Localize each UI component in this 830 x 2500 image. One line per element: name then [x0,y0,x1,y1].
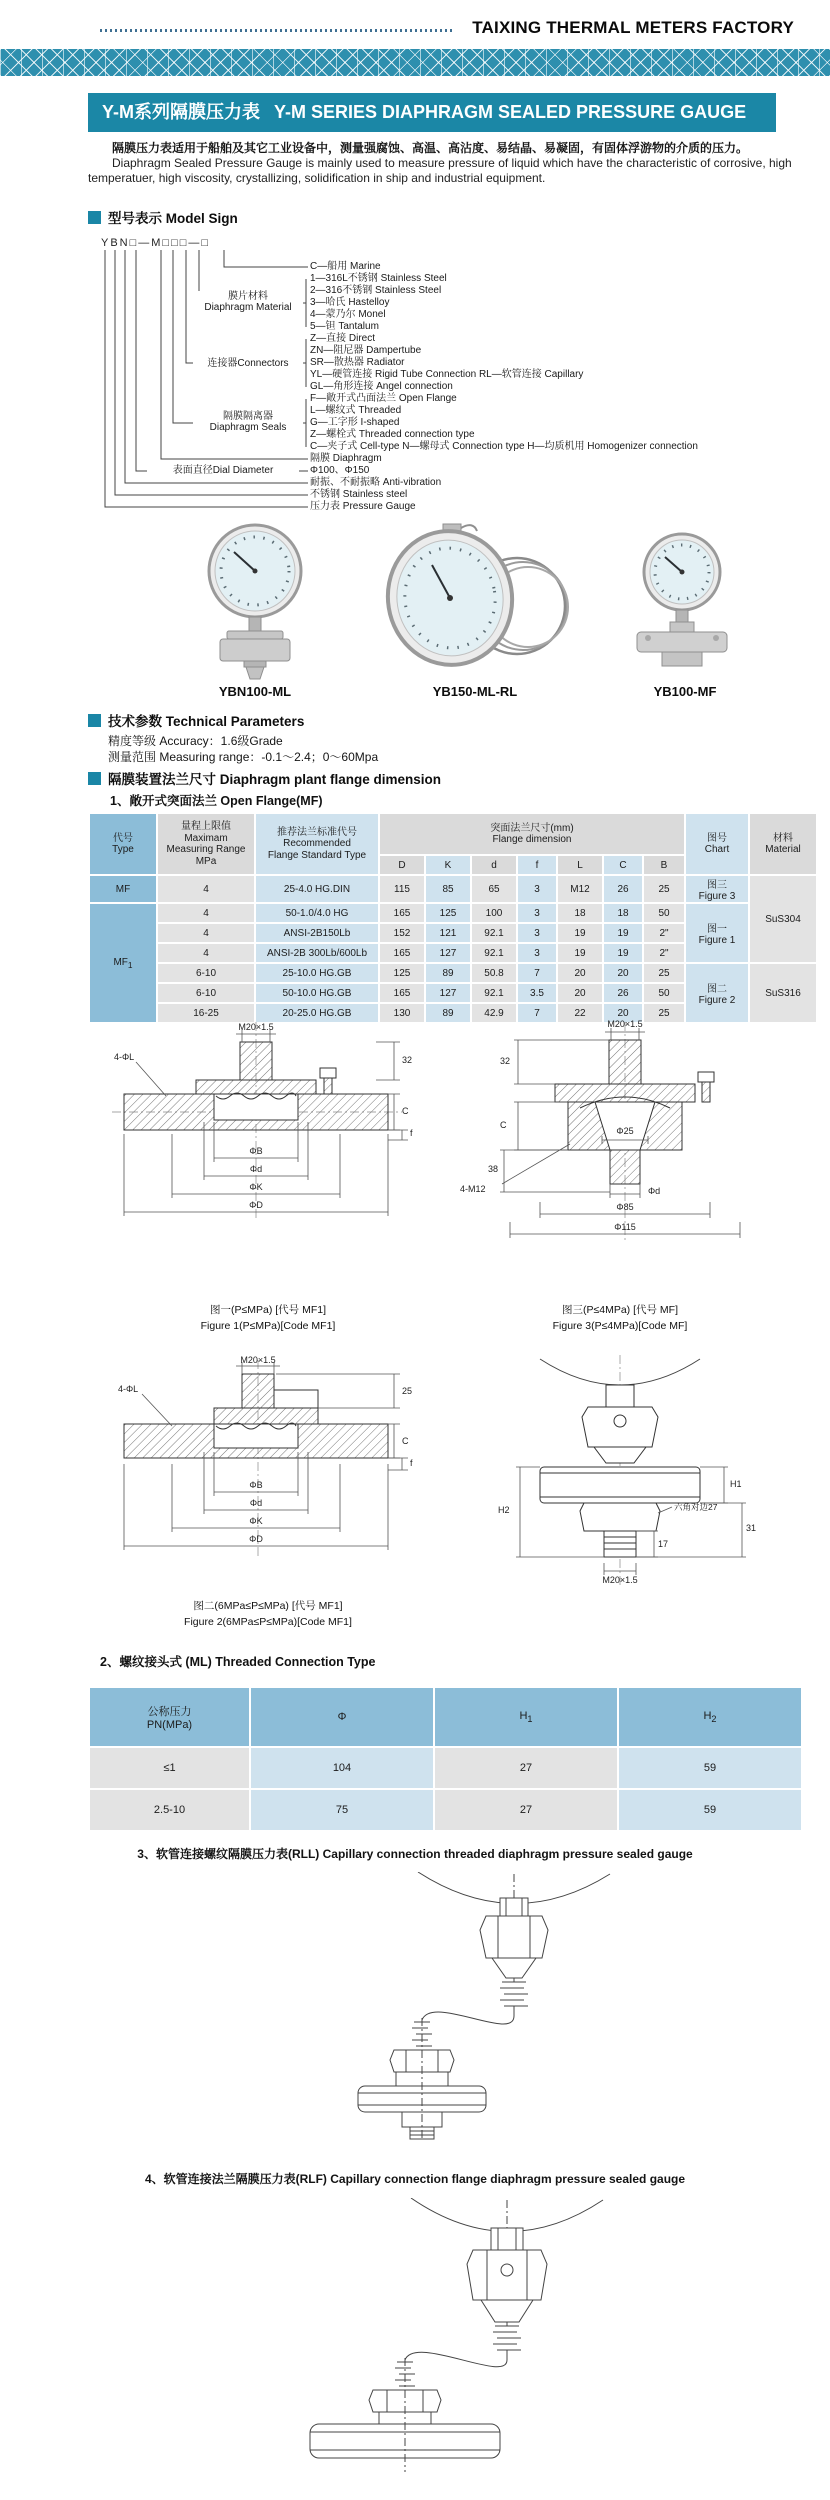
dim-label: H2 [498,1505,510,1515]
open-flange-subtitle: 1、敞开式突面法兰 Open Flange(MF) [110,794,323,808]
gauge-photo-yb100-mf [612,532,752,680]
product-label: YB100-MF [653,684,717,699]
model-option: 压力表 Pressure Gauge [310,501,416,512]
group-label-dial-diameter: 表面直径Dial Diameter [147,465,299,476]
figure1-drawing [96,1022,440,1292]
dim-label: Φd [648,1186,661,1196]
threaded-type-drawing [480,1355,770,1615]
page-title-cn: Y-M系列隔膜压力表 [102,102,261,122]
dim-label: f [410,1458,413,1468]
dim-label: C [402,1436,409,1446]
figure3-caption-en: Figure 3(P≤4MPa)[Code MF] [552,1320,688,1332]
model-option: ZN—阻尼器 Dampertube [310,345,422,356]
section2-title: 2、螺纹接头式 (ML) Threaded Connection Type [100,1655,376,1669]
model-option: 耐振、不耐振略 Anti-vibration [310,477,442,488]
figure1-caption-cn: 图一(P≤MPa) [代号 MF1] [209,1304,327,1316]
product-label: YBN100-ML [218,684,292,699]
section-bullet-icon [88,772,101,785]
header-dotted-rule [100,29,452,32]
dim-label: ΦB [249,1480,263,1490]
intro-chinese: 隔膜压力表适用于船舶及其它工业设备中，测量强腐蚀、高温、高沾度、易结晶、易凝固，有固体浮游物的介质的压力。 [112,141,749,155]
page-title [88,93,776,132]
page-title-en: Y-M SERIES DIAPHRAGM SEALED PRESSURE GAUGE [274,102,747,122]
dim-label: ΦD [249,1200,263,1210]
model-sign-heading-text: 型号表示 Model Sign [108,211,238,226]
dim-label: 38 [488,1164,499,1174]
dim-label: 17 [658,1539,669,1549]
model-option: L—螺纹式 Threaded [310,405,402,416]
model-option: GL—角形连接 Angel connection [310,381,453,392]
flange-dimension-heading: 隔膜装置法兰尺寸 Diaphragm plant flange dimension [88,768,441,788]
dim-label: 32 [500,1056,511,1066]
factory-name: TAIXING THERMAL METERS FACTORY [472,18,794,37]
dim-label: ΦK [249,1182,263,1192]
section3-title: 3、软管连接螺纹隔膜压力表(RLL) Capillary connection threaded diaphragm pressure sealed gauge [137,1847,693,1861]
table-row: 6-10 25-10.0 HG.GB 125 89 50.8 7 20 20 25 图二 Figure 2 SuS316 [90,964,816,982]
dim-label: ΦD [249,1534,263,1544]
model-option: G—工字形 I-shaped [310,417,400,428]
model-option: 3—哈氏 Hastelloy [310,297,390,308]
table-row: ≤1 104 27 59 [90,1748,801,1788]
letters-row: D K d f L C B [90,856,816,874]
col-header-chart: 图号 Chart [686,814,748,874]
dim-label: M20×1.5 [607,1019,643,1029]
tech-params-heading: 技术参数 Technical Parameters [88,710,304,730]
dim-label: ΦB [249,1146,263,1156]
product-label: YB150-ML-RL [432,684,518,699]
chart-cell: 图二 Figure 2 [686,964,748,1022]
type-cell: $MF_1$ [90,904,156,1022]
col-header-material: 材料 Material [750,814,816,874]
dim-label: 4-ΦL [114,1052,135,1062]
col-header-type: 代号 Type [90,814,156,874]
col-header-pn: 公称压力 PN(MPa) [90,1688,249,1746]
dim-label: 31 [746,1523,757,1533]
model-option: Φ100、Φ150 [310,465,370,476]
dim-label: M20×1.5 [240,1355,276,1365]
capillary-threaded-drawing [300,1872,620,2142]
gauge-photo-yb150-ml-rl [365,520,575,682]
table-row: $MF_1$ 4 50-1.0/4.0 HG 165 125 100 3 18 18 50 图一 Figure 1 [90,904,816,922]
figure1-caption-en: Figure 1(P≤MPa)[Code MF1] [200,1320,336,1332]
model-sign-heading [88,207,238,227]
table-row: 4 ANSI-2B150Lb 152 121 92.1 3 19 19 2" [90,924,816,942]
model-option: SR—散热器 Radiator [310,357,405,368]
model-option: 1—316L不锈钢 Stainless Steel [310,273,447,284]
model-option: Z—直接 Direct [310,333,375,344]
intro-english: Diaphragm Sealed Pressure Gauge is mainly used to measure pressure of liquid which have the characteristic of corrosive, high temperatuer, high viscosity, crystallizing, solidification in ship and industrial equipment. [88,156,792,185]
section4-title: 4、软管连接法兰隔膜压力表(RLF) Capillary connection flange diaphragm pressure sealed gauge [144,2172,686,2186]
section-bullet-icon [88,714,101,727]
figure3-caption-cn: 图三(P≤4MPa) [代号 MF] [561,1304,679,1316]
dim-label: Φd [249,1498,263,1508]
model-option: Z—螺栓式 Threaded connection type [310,429,475,440]
dim-label: Φ25 [616,1126,634,1136]
col-header-standard: 推荐法兰标准代号 Recommended Flange Standard Type [256,814,378,874]
figure3-drawing [460,1019,780,1292]
model-option: 2—316不锈钢 Stainless Steel [310,285,442,296]
dim-label: C [500,1120,507,1130]
model-option: YL—硬管连接 Rigid Tube Connection RL—软管连接 Capillary [310,369,584,380]
material-cell: SuS316 [750,964,816,1022]
col-header-flange-dim: 突面法兰尺寸(mm) Flange dimension [380,814,684,854]
model-option: 隔膜 Diaphragm [310,453,382,464]
chart-cell: 图三 Figure 3 [686,876,748,902]
chart-cell: 图一 Figure 1 [686,904,748,962]
model-option: F—敞开式凸面法兰 Open Flange [310,393,457,404]
model-code: YBN□—M□□□—□ [101,237,211,249]
material-cell: SuS304 [750,876,816,962]
lattice-band [0,49,830,76]
model-option: C—船用 Marine [310,261,381,272]
gauge-photo-ybn100-ml [180,523,330,681]
dim-label: 32 [402,1055,413,1065]
dim-label: Φ85 [616,1202,634,1212]
accuracy-line: 精度等级 Accuracy：1.6级Grade [108,734,283,748]
col-header-h2: $H_2$ [619,1688,801,1746]
model-option: 5—钽 Tantalum [310,321,379,332]
dim-label: M20×1.5 [602,1575,638,1585]
dim-label: f [410,1128,413,1138]
dim-label: 25 [402,1386,413,1396]
range-line: 测量范围 Measuring range：-0.1～2.4；0～60Mpa [108,750,379,764]
section-bullet-icon [88,211,101,224]
threaded-connection-table [88,1686,803,1832]
figure2-caption-en: Figure 2(6MPa≤P≤MPa)[Code MF1] [184,1616,352,1628]
col-header-range: 量程上限值 Maximam Measuring Range MPa [158,814,254,874]
model-option: C—夹子式 Cell-type N—螺母式 Connection type H—均质机用 Homogenizer connection [310,441,698,452]
dim-label: 4-ΦL [118,1384,139,1394]
figure2-caption-cn: 图二(6MPa≤P≤MPa) [代号 MF1] [193,1600,343,1612]
dim-label: 4-M12 [460,1184,486,1194]
model-option: 4—蒙乃尔 Monel [310,309,386,320]
table-row: 6-10 50-10.0 HG.GB 165 127 92.1 3.5 20 26 50 [90,984,816,1002]
group-label-diaphragm-material: 膜片材料 Diaphragm Material [193,291,303,313]
figure2-drawing [96,1355,440,1600]
group-label-diaphragm-seals: 隔膜隔离器 Diaphragm Seals [193,411,303,433]
dim-label: 六角对边27 [674,1502,718,1512]
capillary-flange-drawing [255,2198,655,2478]
table-row: 16-25 20-25.0 HG.GB 130 89 42.9 7 22 20 25 [90,1004,816,1022]
dim-label: Φd [249,1164,263,1174]
col-header-phi: Φ [251,1688,433,1746]
flange-dimension-table [88,812,818,1024]
table-row: 2.5-10 75 27 59 [90,1790,801,1830]
table-header-row [90,1688,801,1746]
dim-label: M20×1.5 [238,1022,274,1032]
dim-label: C [402,1106,409,1116]
table-row: MF 4 25-4.0 HG.DIN 115 85 65 3 M12 26 25 图三 Figure 3 SuS304 [90,876,816,902]
model-code-diagram [95,237,790,520]
group-label-connectors: 连接器Connectors [193,358,303,369]
dim-label: ΦK [249,1516,263,1526]
dim-label: Φ115 [614,1222,636,1232]
col-header-h1: $H_1$ [435,1688,617,1746]
table-row: 4 ANSI-2B 300Lb/600Lb 165 127 92.1 3 19 19 2" [90,944,816,962]
dim-label: H1 [730,1479,742,1489]
model-option: 不锈钢 Stainless steel [310,489,408,500]
